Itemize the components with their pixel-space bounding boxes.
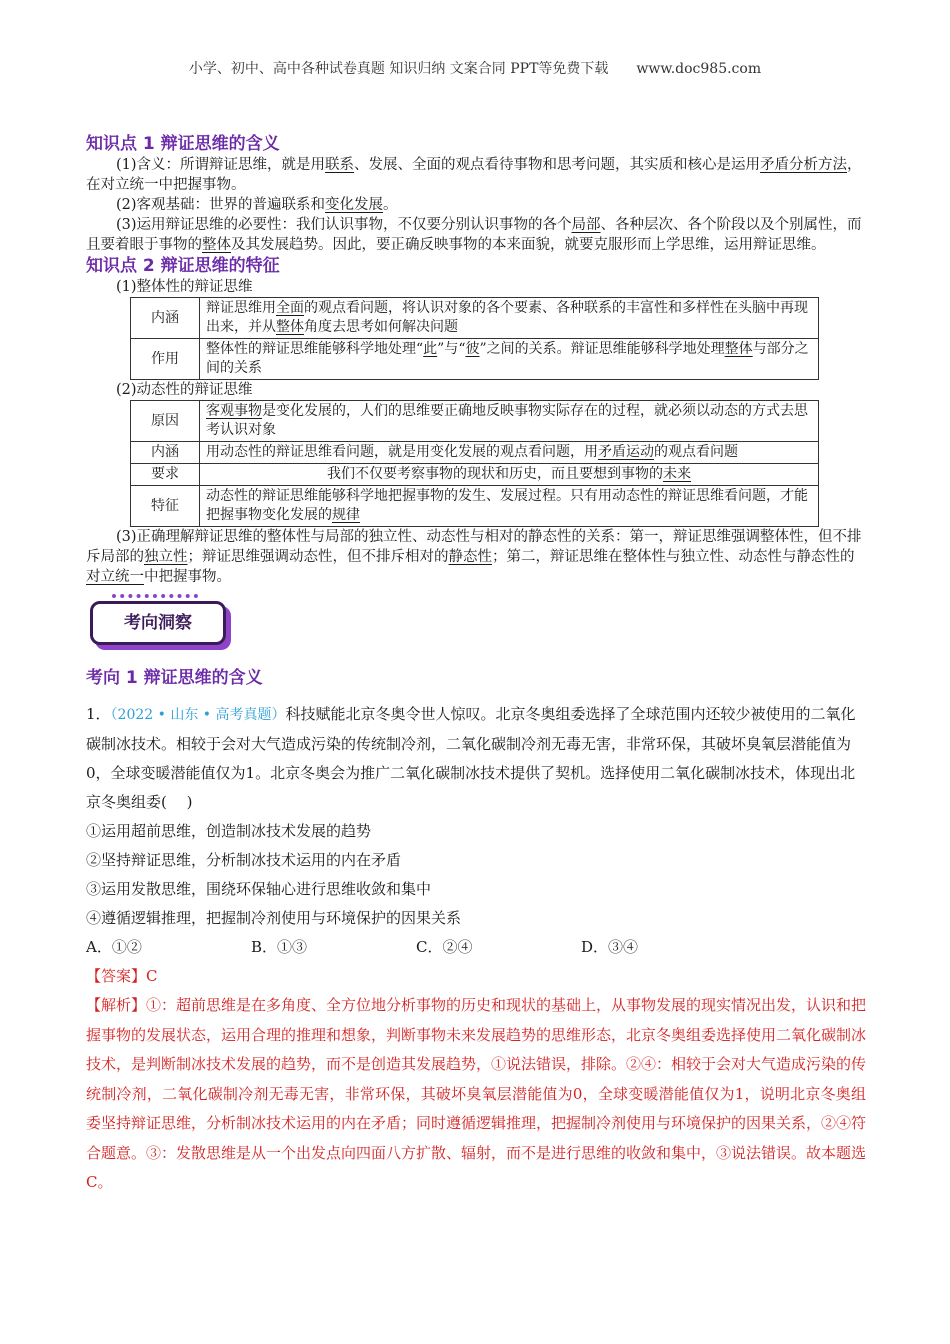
blank-answer: 未来 [663, 466, 691, 482]
text: ：所谓辩证思维，就是用 [165, 157, 326, 173]
row-value [200, 298, 819, 339]
answer: 【答案】C [86, 967, 158, 985]
holistic-table [130, 297, 819, 380]
text: 动态性的辩证思维能够科学地把握事物的发生、发展过程。只有用动态性的辩证思维看问题，才能把握事物变化发展的 [206, 488, 808, 523]
table-row [131, 401, 819, 442]
section-dynamic: (2)动态性的辩证思维 [116, 382, 253, 398]
row-key: 原因 [131, 401, 200, 442]
answer-choices [86, 933, 866, 962]
choice-d: D．③④ [581, 938, 639, 956]
blank-answer: 整体 [202, 237, 231, 253]
question-text: 科技赋能北京冬奥令世人惊叹。北京冬奥组委选择了全球范围内还较少被使用的二氧化碳制冰技术。相较于会对大气造成污染的传统制冷剂，二氧化碳制冷剂无毒无害，非常环保，其破坏臭氧层潜能值为0，全球变暖潜能值仅为1。北京冬奥会为推广二氧化碳制冰技术提供了契机。选择使用二氧化碳制冰技术，体现出北京冬奥组委( ) [86, 705, 856, 811]
blank-answer: 变化发展 [325, 197, 384, 213]
row-value [200, 401, 819, 442]
kp1-necessity [86, 215, 866, 255]
table-row [131, 298, 819, 339]
text: ；辩证思维强调动态性，但不排斥相对的 [187, 549, 449, 565]
blank-answer: 联系 [325, 157, 355, 173]
blank-answer: 静态性 [448, 549, 492, 565]
row-value [200, 464, 819, 486]
knowledge-point-1-title: 知识点 1 辩证思维的含义 [86, 134, 280, 154]
page-header: 小学、初中、高中各种试卷真题 知识归纳 文案合同 PPT等免费下载 www.doc985.com [188, 61, 762, 77]
option-3: ③运用发散思维，围绕环保轴心进行思维收敛和集中 [86, 880, 432, 898]
section-holistic: (1)整体性的辩证思维 [116, 279, 253, 295]
label: (2)客观基础 [116, 197, 195, 213]
text: 中把握事物。 [144, 569, 231, 585]
question-stem [86, 700, 866, 817]
table-row [131, 442, 819, 464]
text: 是变化发展的，人们的思维要正确地反映事物实际存在的过程，就必须以动态的方式去思考认识对象 [206, 403, 808, 438]
text: 、各种层次、各个阶段以及个别属性，而且要着眼于事物的 [86, 217, 862, 253]
text: ，在对立统一中把握事物。 [86, 157, 862, 193]
question-number: 1． [86, 705, 111, 723]
text: 。 [383, 197, 398, 213]
text: 的观点看问题，将认识对象的各个要素、各种联系的丰富性和多样性在头脑中再现出来，并从 [206, 300, 808, 335]
text: ：我们认识事物，不仅要分别认识事物的各个 [281, 217, 572, 233]
option-2: ②坚持辩证思维，分析制冰技术运用的内在矛盾 [86, 851, 402, 869]
blank-answer: 此 [423, 341, 438, 357]
blank-answer: 彼 [465, 341, 480, 357]
knowledge-point-2-title: 知识点 2 辩证思维的特征 [86, 256, 280, 276]
row-key: 特征 [131, 486, 200, 527]
text: 我们不仅要考察事物的现状和历史，而且要想到事物的 [327, 466, 663, 482]
question-source: （2022 • 山东 • 高考真题） [110, 707, 286, 723]
blank-answer: 局部 [571, 217, 601, 233]
text: 及其发展趋势。因此，要正确反映事物的本来面貌，就要克服形而上学思维，运用辩证思维。 [231, 237, 826, 253]
text: 整体性的辩证思维能够科学地处理“ [206, 341, 424, 357]
banner-title: 考向洞察 [124, 613, 192, 633]
exam-direction-1-title: 考向 1 辩证思维的含义 [86, 668, 263, 688]
blank-answer: 整体 [276, 319, 304, 335]
blank-answer: 整体 [724, 341, 753, 357]
text: ”与“ [437, 341, 466, 357]
text: (3)正确理解辩证思维的整体性与局部的独立性、动态性与相对的静态性的关系：第一，辩证思维强调整体性，但不排斥局部的 [86, 529, 862, 565]
option-4: ④遵循逻辑推理，把握制冷剂使用与环境保护的因果关系 [86, 909, 462, 927]
blank-answer: 独立性 [144, 549, 188, 565]
row-key: 作用 [131, 339, 200, 380]
label: (1)含义 [116, 157, 166, 173]
text: ”之间的关系。辩证思维能够科学地处理 [479, 341, 725, 357]
text: 辩证思维用 [206, 300, 276, 316]
row-value [200, 339, 819, 380]
blank-answer: 客观事物 [206, 403, 262, 419]
row-key: 内涵 [131, 442, 200, 464]
blank-answer: 全面 [276, 300, 304, 316]
text: 角度去思考如何解决问题 [304, 319, 458, 335]
text: 的观点看问题 [654, 444, 738, 460]
text: ：世界的普遍联系和 [194, 197, 326, 213]
main-content [86, 133, 866, 1198]
section-banner [90, 601, 228, 645]
choice-c: C．②④ [416, 938, 473, 956]
choice-b: B．①③ [251, 938, 308, 956]
blank-answer: 矛盾分析方法 [760, 157, 848, 173]
choice-a: A．①② [86, 938, 142, 956]
row-key: 要求 [131, 464, 200, 486]
text: 、发展、全面的观点看待事物和思考问题，其实质和核心是运用 [354, 157, 761, 173]
kp1-definition [86, 155, 866, 195]
table-row [131, 339, 819, 380]
blank-answer: 矛盾运动 [598, 444, 654, 460]
label: (3)运用辩证思维的必要性 [116, 217, 282, 233]
option-1: ①运用超前思维，创造制冰技术发展的趋势 [86, 822, 372, 840]
kp1-basis [86, 195, 866, 215]
analysis: 【解析】①：超前思维是在多角度、全方位地分析事物的历史和现状的基础上，从事物发展的现实情况出发，认识和把握事物的发展状态，运用合理的推理和想象，判断事物未来发展趋势的思维形态，北京冬奥组委选择使用二氧化碳制冰技术，是判断制冰技术发展的趋势，而不是创造其发展趋势，①说法错误，排除。②④：相较于会对大气造成污染的传统制冷剂，二氧化碳制冷剂无毒无害，非常环保，其破坏臭氧层潜能值为0，全球变暖潜能值仅为1，说明北京冬奥组委坚持辩证思维，分析制冰技术运用的内在矛盾；同时遵循逻辑推理，把握制冷剂使用与环境保护的因果关系，②④符合题意。③：发散思维是从一个出发点向四面八方扩散、辐射，而不是进行思维的收敛和集中，③说法错误。故本题选C。 [86, 996, 867, 1191]
text: ；第二，辩证思维在整体性与独立性、动态性与静态性的 [492, 549, 855, 565]
table-row [131, 464, 819, 486]
row-value [200, 442, 819, 464]
kp2-relationship [86, 527, 866, 587]
text: 与部分之间的关系 [206, 341, 809, 376]
text: 用动态性的辩证思维看问题，就是用变化发展的观点看问题，用 [206, 444, 598, 460]
row-key: 内涵 [131, 298, 200, 339]
table-row [131, 486, 819, 527]
blank-answer: 规律 [332, 507, 360, 523]
blank-answer: 对立统一 [86, 569, 144, 585]
dynamic-table [130, 400, 819, 527]
row-value [200, 486, 819, 527]
